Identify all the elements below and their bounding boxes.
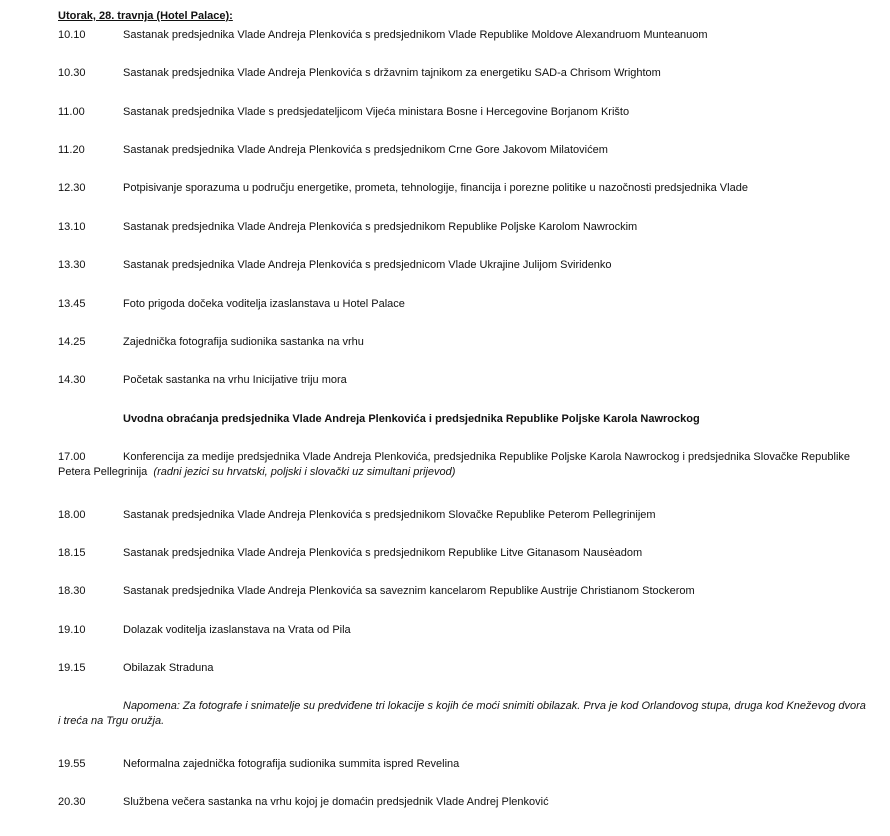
entry-text: Potpisivanje sporazuma u području energetike, prometa, tehnologije, financija i porezne politike u nazočnosti predsjednika Vlade: [123, 182, 748, 194]
entry-time: 19.15: [58, 662, 86, 674]
entry-text: Sastanak predsjednika Vlade Andreja Plenkovića sa saveznim kancelarom Republike Austrije Christianom Stockerom: [123, 585, 695, 597]
entry-text: Sastanak predsjednika Vlade Andreja Plenkovića s predsjednikom Slovačke Republike Peterom Pellegrinijem: [123, 509, 656, 521]
entry-time: 19.55: [58, 758, 86, 770]
entry-text: Sastanak predsjednika Vlade Andreja Plenkovića s državnim tajnikom za energetiku SAD-a Chrisom Wrightom: [123, 67, 661, 79]
entry-text: Službena večera sastanka na vrhu kojoj je domaćin predsjednik Vlade Andrej Plenković: [123, 796, 549, 808]
entry-text: Početak sastanka na vrhu Inicijative triju mora: [123, 374, 347, 386]
entry-time: 11.20: [58, 144, 85, 156]
entry-time: 20.30: [58, 796, 86, 808]
entry-time: 13.10: [58, 221, 86, 233]
entry-time: 10.10: [58, 29, 86, 41]
entry-time: 11.00: [58, 106, 85, 118]
entry-time: 18.15: [58, 547, 86, 559]
page-heading: Utorak, 28. travnja (Hotel Palace):: [58, 10, 233, 22]
entry-time: 13.30: [58, 259, 86, 271]
entry-text: Zajednička fotografija sudionika sastanka na vrhu: [123, 336, 364, 348]
entry-text: Dolazak voditelja izaslanstava na Vrata od Pila: [123, 624, 351, 636]
entry-time: 19.10: [58, 624, 86, 636]
entry-time: 17.00: [58, 451, 86, 463]
entry-time: 13.45: [58, 298, 86, 310]
entry-time: 10.30: [58, 67, 86, 79]
entry-text: Sastanak predsjednika Vlade s predsjedateljicom Vijeća ministara Bosne i Hercegovine Borjanom Krišto: [123, 106, 630, 118]
entry-text: Obilazak Straduna: [123, 662, 214, 674]
entry-text: Foto prigoda dočeka voditelja izaslanstava u Hotel Palace: [123, 298, 405, 310]
entry-text: Sastanak predsjednika Vlade Andreja Plenkovića s predsjednicom Vlade Ukrajine Julijom Sviridenko: [123, 259, 612, 271]
press-conference-paragraph: [58, 450, 870, 480]
entry-text: Konferencija za medije predsjednika Vlade Andreja Plenkovića, predsjednika Republike Poljske Karola Nawrockog i predsjednika Slovačke Republike Petera Pellegrinija: [58, 451, 851, 478]
entry-text: Sastanak predsjednika Vlade Andreja Plenkovića s predsjednikom Vlade Republike Moldove Alexandruom Munteanuom: [123, 29, 708, 41]
entry-text: Sastanak predsjednika Vlade Andreja Plenkovića s predsjednikom Republike Poljske Karolom Nawrockim: [123, 221, 638, 233]
entry-time: 14.25: [58, 336, 86, 348]
entry-time: 12.30: [58, 182, 86, 194]
entry-time: 14.30: [58, 374, 86, 386]
language-note: (radni jezici su hrvatski, poljski i slovački uz simultani prijevod): [153, 466, 456, 478]
entry-text: Sastanak predsjednika Vlade Andreja Plenkovića s predsjednikom Republike Litve Gitanasom Nausėadom: [123, 547, 643, 559]
entry-time: 18.00: [58, 509, 86, 521]
entry-text: Neformalna zajednička fotografija sudionika summita ispred Revelina: [123, 758, 460, 770]
entry-time: 18.30: [58, 585, 86, 597]
photo-note-text: Napomena: Za fotografe i snimatelje su predviđene tri lokacije s kojih će moći snimiti obilazak. Prva je kod Orlandovog stupa, druga kod Kneževog dvora i treća na Trgu oružja.: [58, 700, 866, 727]
intro-remarks-text: Uvodna obraćanja predsjednika Vlade Andreja Plenkovića i predsjednika Republike Poljske Karola Nawrockog: [123, 413, 700, 425]
entry-text: Sastanak predsjednika Vlade Andreja Plenkovića s predsjednikom Crne Gore Jakovom Milatovićem: [123, 144, 608, 156]
